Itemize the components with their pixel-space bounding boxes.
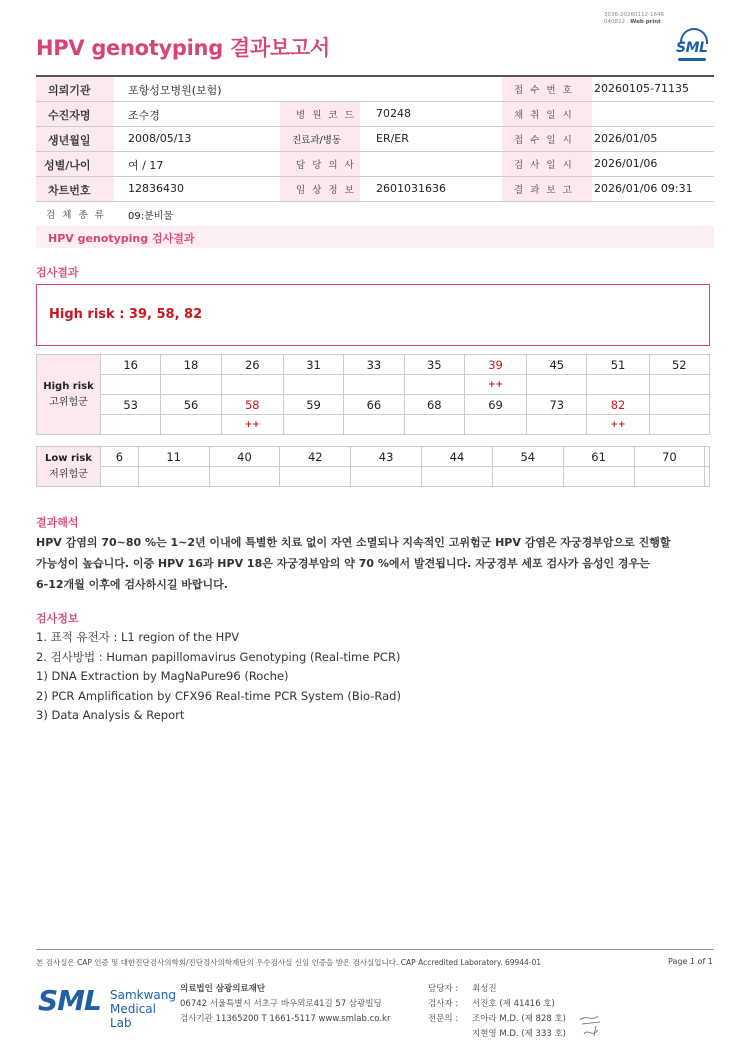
info-row-institution [36, 77, 714, 102]
info-row-patient [36, 102, 714, 127]
genotype-cell: 59 [283, 395, 343, 415]
footer-address [180, 982, 390, 1027]
genotype-result-cell [351, 467, 422, 487]
genotype-cell: 6 [101, 447, 139, 467]
info-line: 2. 검사방법 : Human papillomavirus Genotyping (Real-time PCR) [36, 649, 401, 664]
staff-name: 최성진 [472, 984, 497, 994]
label-hospital-code: 병 원 코 드 [296, 110, 356, 121]
report-title: HPV genotyping 결과보고서 [36, 36, 330, 60]
info-line: 1) DNA Extraction by MagNaPure96 (Roche) [36, 669, 289, 683]
org-name: 의료법인 삼광의료재단 [180, 984, 266, 994]
genotype-result-cell [209, 467, 280, 487]
label-institution: 의뢰기관 [48, 84, 91, 97]
value-report-date: 2026/01/06 09:31 [594, 182, 693, 195]
label-doctor: 담 당 의 사 [296, 160, 356, 171]
staff-role: 담당자 : [428, 984, 459, 994]
genotype-cell: 51 [587, 355, 649, 375]
staff-name: 서진호 (제 41416 호) [472, 999, 555, 1009]
genotype-result-cell: ++ [221, 415, 283, 435]
genotype-cell: 18 [161, 355, 221, 375]
logo-sub-line2: Medical Lab [110, 1002, 156, 1030]
genotype-cell: 61 [563, 447, 634, 467]
interp-line: 6-12개월 이후에 검사하시길 바랍니다. [36, 578, 228, 591]
genotype-cell: 44 [422, 447, 493, 467]
high-risk-table [36, 354, 710, 435]
genotype-cell: 73 [527, 395, 587, 415]
label-birth-date: 생년월일 [48, 134, 91, 147]
doc-id-line2 [604, 19, 664, 26]
low-risk-table [36, 446, 710, 487]
low-risk-label [37, 447, 101, 487]
label-patient-name: 수진자명 [48, 109, 91, 122]
genotype-result-cell [587, 375, 649, 395]
footer-staff [428, 982, 566, 1042]
genotype-cell: 69 [464, 395, 526, 415]
genotype-cell: 26 [221, 355, 283, 375]
info-row-chart [36, 177, 714, 202]
risk-label-ko: 고위험군 [49, 396, 88, 408]
test-info-list [36, 628, 401, 726]
info-line: 2) PCR Amplification by CFX96 Real-time PCR System (Bio-Rad) [36, 688, 401, 703]
genotype-result-cell [527, 375, 587, 395]
genotype-result-cell: ++ [464, 375, 526, 395]
risk-label-en: Low risk [45, 452, 92, 464]
interp-title: 결과해석 [36, 516, 79, 529]
genotype-cell [705, 447, 710, 467]
label-test-date: 검 사 일 시 [514, 160, 574, 171]
genotype-result-cell [101, 415, 161, 435]
patient-info-table [36, 75, 714, 227]
value-sex-age: 여 / 17 [128, 159, 164, 172]
results-section-header [36, 226, 714, 248]
genotype-result-cell [161, 375, 221, 395]
genotype-row [37, 355, 710, 375]
value-specimen: 09:분비물 [128, 211, 174, 222]
genotype-cell: 35 [404, 355, 464, 375]
genotype-cell: 53 [101, 395, 161, 415]
genotype-cell: 31 [283, 355, 343, 375]
genotype-cell: 16 [101, 355, 161, 375]
genotype-cell: 43 [351, 447, 422, 467]
genotype-result-cell [464, 415, 526, 435]
document-id [604, 12, 664, 26]
info-title: 검사정보 [36, 612, 79, 625]
genotype-row [37, 447, 710, 467]
genotype-cell: 39 [464, 355, 526, 375]
value-hospital-code: 70248 [376, 107, 411, 120]
samkwang-logo-icon [38, 980, 176, 1030]
label-receipt-no: 접 수 번 호 [514, 85, 574, 96]
result-summary-box [36, 284, 710, 346]
genotype-cell: 33 [344, 355, 404, 375]
label-specimen: 검 체 종 류 [46, 210, 106, 221]
section-title: HPV genotyping 검사결과 [48, 232, 195, 245]
genotype-result-cell [649, 415, 709, 435]
genotype-cell: 58 [221, 395, 283, 415]
genotype-cell: 70 [634, 447, 705, 467]
genotype-result-cell [283, 375, 343, 395]
value-birth-date: 2008/05/13 [128, 132, 192, 145]
genotype-cell [649, 395, 709, 415]
genotype-cell: 54 [492, 447, 563, 467]
interpretation-text [36, 532, 716, 595]
org-address: 06742 서울특별시 서초구 바우뫼로41길 57 삼광빌딩 [180, 999, 382, 1009]
interp-line: HPV 감염의 70~80 %는 1~2년 이내에 특별한 치료 없이 자연 소멸되나 지속적인 고위험군 HPV 감염은 자궁경부암으로 진행할 [36, 536, 671, 549]
value-institution: 포항성모병원(보험) [128, 84, 222, 97]
genotype-result-row [37, 375, 710, 395]
genotype-result-cell [161, 415, 221, 435]
risk-label-en: High risk [43, 380, 94, 392]
genotype-result-cell [280, 467, 351, 487]
genotype-cell: 42 [280, 447, 351, 467]
genotype-result-cell [404, 375, 464, 395]
value-patient-name: 조수경 [128, 109, 160, 122]
genotype-cell: 11 [138, 447, 209, 467]
risk-label-ko: 저위험군 [49, 468, 88, 480]
footer-logo-sub [110, 988, 176, 1030]
genotype-cell: 66 [344, 395, 404, 415]
info-line: 1. 표적 유전자 : L1 region of the HPV [36, 630, 240, 644]
sml-logo-icon [672, 26, 712, 64]
staff-role: 검사자 : [428, 999, 459, 1009]
genotype-result-cell: ++ [587, 415, 649, 435]
value-chart-no: 12836430 [128, 182, 184, 195]
staff-name: 지현영 M.D. (제 333 호) [472, 1029, 567, 1039]
genotype-result-cell [283, 415, 343, 435]
signature-icon [578, 1012, 606, 1040]
label-department: 진료과/병동 [292, 135, 342, 146]
genotype-result-cell [101, 375, 161, 395]
genotype-result-cell [634, 467, 705, 487]
genotype-result-cell [138, 467, 209, 487]
genotype-result-cell [221, 375, 283, 395]
genotype-cell: 82 [587, 395, 649, 415]
genotype-result-cell [404, 415, 464, 435]
label-receipt-date: 접 수 일 시 [514, 135, 574, 146]
label-chart-no: 차트번호 [48, 184, 91, 197]
genotype-result-row [37, 415, 710, 435]
genotype-cell: 56 [161, 395, 221, 415]
label-sex-age: 성별/나이 [44, 159, 91, 172]
org-contact: 검사기관 11365200 T 1661-5117 www.smlab.co.kr [180, 1014, 391, 1024]
genotype-result-cell [492, 467, 563, 487]
label-clinical-info: 임 상 정 보 [296, 185, 356, 196]
genotype-result-cell [705, 467, 710, 487]
genotype-row [37, 395, 710, 415]
info-row-specimen [36, 202, 714, 227]
doc-id-line1: 3036-20260112-1646 [604, 12, 664, 18]
genotype-result-cell [527, 415, 587, 435]
genotype-cell: 40 [209, 447, 280, 467]
certification-note: 본 검사실은 CAP 인증 및 대한진단검사의학회/진단검사의학재단의 우수검사실 신임 인증을 받은 검사실입니다. CAP Accredited Laboratory. 69944-01 [36, 958, 542, 967]
genotype-cell: 45 [527, 355, 587, 375]
footer-logo-big: SML [38, 984, 101, 1017]
result-summary-text: High risk : 39, 58, 82 [49, 307, 203, 322]
web-print-tag: Web print [630, 19, 661, 25]
genotype-result-cell [563, 467, 634, 487]
value-department: ER/ER [376, 132, 409, 145]
value-receipt-no: 20260105-71135 [594, 82, 689, 95]
page-number: Page 1 of 1 [668, 957, 713, 966]
genotype-result-cell [101, 467, 139, 487]
value-receipt-date: 2026/01/05 [594, 132, 658, 145]
staff-name: 조아라 M.D. (제 828 호) [472, 1014, 567, 1024]
genotype-cell: 52 [649, 355, 709, 375]
doc-id-number: 040822 [604, 19, 625, 25]
genotype-result-row [37, 467, 710, 487]
high-risk-label [37, 355, 101, 435]
interp-line: 가능성이 높습니다. 이중 HPV 16과 HPV 18은 자궁경부암의 약 70 %에서 발견됩니다. 자궁경부 세포 검사가 음성인 경우는 [36, 557, 650, 570]
genotype-cell: 68 [404, 395, 464, 415]
logo-sub-line1: Samkwang [110, 988, 176, 1002]
footer-divider [36, 949, 714, 950]
info-line: 3) Data Analysis & Report [36, 708, 185, 722]
info-row-sex-age [36, 152, 714, 177]
genotype-result-cell [422, 467, 493, 487]
staff-role: 전문의 : [428, 1014, 459, 1024]
genotype-result-cell [649, 375, 709, 395]
logo-text: SML [676, 40, 708, 56]
result-title: 검사결과 [36, 266, 79, 279]
info-row-birth [36, 127, 714, 152]
genotype-result-cell [344, 415, 404, 435]
value-clinical-info: 2601031636 [376, 182, 446, 195]
label-collection-date: 채 취 일 시 [514, 110, 574, 121]
value-test-date: 2026/01/06 [594, 157, 658, 170]
genotype-result-cell [344, 375, 404, 395]
label-report-date: 결 과 보 고 [514, 185, 574, 196]
